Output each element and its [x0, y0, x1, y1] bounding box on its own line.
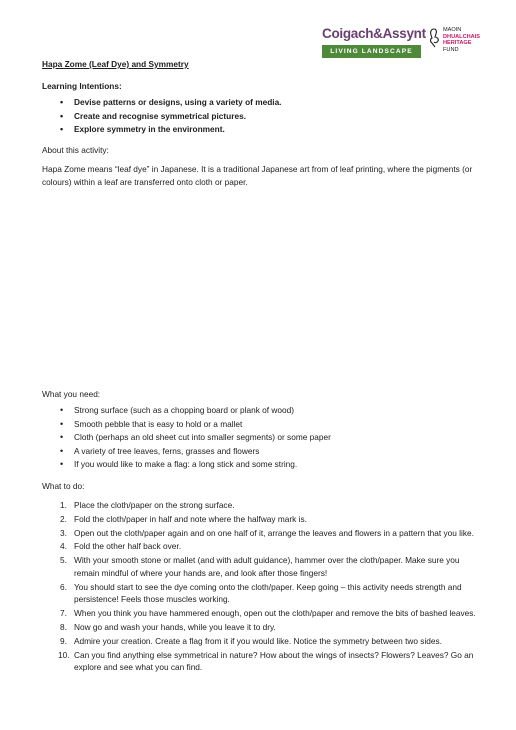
- step-number: 9.: [60, 635, 67, 646]
- step-item: [42, 649, 486, 674]
- list-item: • Devise patterns or designs, using a variety of media.: [42, 96, 282, 110]
- learning-intentions-heading: Learning Intentions:: [42, 81, 122, 91]
- step-text: Place the cloth/paper on the strong surface.: [74, 500, 235, 510]
- step-text: Open out the cloth/paper again and on one half of it, arrange the leaves and flowers in a pattern that you like.: [74, 527, 474, 538]
- step-number: 7.: [60, 608, 67, 619]
- heritage-fund-logo: [428, 26, 488, 62]
- list-item: • Smooth pebble that is easy to hold or a mallet: [42, 418, 331, 432]
- step-item: [42, 581, 486, 606]
- heritage-fund-text: [443, 27, 480, 53]
- about-heading: About this activity:: [42, 145, 109, 155]
- logo-line-3: HERITAGE: [443, 40, 472, 47]
- step-number: 3.: [60, 527, 67, 538]
- need-list: [42, 404, 331, 472]
- list-item: • Strong surface (such as a chopping board or plank of wood): [42, 404, 331, 418]
- step-item: [42, 499, 486, 512]
- step-number: 10.: [58, 649, 70, 660]
- coigach-assynt-logo: [322, 26, 426, 58]
- list-item: • If you would like to make a flag: a long stick and some string.: [42, 458, 331, 472]
- step-number: 4.: [60, 541, 67, 552]
- step-item: [42, 540, 486, 553]
- document-title: Hapa Zome (Leaf Dye) and Symmetry: [42, 59, 189, 69]
- step-text: With your smooth stone or mallet (and with adult guidance), hammer over the cloth/paper. Make sure you remain mindful of where your hands are, and look after those fingers!: [74, 555, 460, 578]
- logo-band: LIVING LANDSCAPE: [322, 45, 421, 58]
- learning-intentions-list: [42, 96, 282, 137]
- step-number: 5.: [60, 555, 67, 566]
- crossed-fingers-icon: [428, 28, 441, 48]
- step-text: Fold the cloth/paper in half and note where the halfway mark is.: [74, 513, 307, 524]
- todo-heading: What to do:: [42, 481, 85, 491]
- step-number: 6.: [60, 581, 67, 592]
- step-item: [42, 527, 486, 540]
- step-number: 2.: [60, 513, 67, 524]
- logo-name: Coigach&Assynt: [322, 26, 426, 41]
- step-text: Can you find anything else symmetrical in nature? How about the wings of insects? Flowers? Leaves? Go an explore and see what you can find.: [74, 649, 474, 673]
- list-item: • Explore symmetry in the environment.: [42, 123, 282, 137]
- list-item: • Create and recognise symmetrical pictures.: [42, 110, 282, 124]
- step-text: Now go and wash your hands, while you leave it to dry.: [74, 621, 276, 632]
- step-number: 1.: [60, 500, 67, 510]
- step-text: Fold the other half back over.: [74, 541, 182, 552]
- need-heading: What you need:: [42, 389, 101, 399]
- step-text: When you think you have hammered enough, open out the cloth/paper and remove the bits of bashed leaves.: [74, 608, 476, 619]
- list-item: • A variety of tree leaves, ferns, grasses and flowers: [42, 445, 331, 459]
- logo-line-2: DHUALCHAIS: [443, 33, 480, 40]
- step-item: [42, 554, 486, 579]
- step-text: You should start to see the dye coming onto the cloth/paper. Keep going – this activity needs strength and persistence! Feels those muscles working.: [74, 581, 462, 605]
- step-item: [42, 607, 486, 620]
- step-item: [42, 621, 486, 634]
- steps-list: [42, 499, 486, 675]
- about-paragraph: Hapa Zome means “leaf dye” in Japanese. It is a traditional Japanese art from of leaf printing, where the pigments (or colours) within a leaf are transferred onto cloth or paper.: [42, 164, 473, 187]
- list-item: • Cloth (perhaps an old sheet cut into smaller segments) or some paper: [42, 431, 331, 445]
- logo-line-1: MAOIN: [443, 27, 462, 33]
- logo-line-4: FUND: [443, 46, 459, 53]
- step-text: Admire your creation. Create a flag from it if you would like. Notice the symmetry between two sides.: [74, 635, 442, 646]
- step-item: [42, 513, 486, 526]
- step-item: [42, 635, 486, 648]
- step-number: 8.: [60, 621, 67, 632]
